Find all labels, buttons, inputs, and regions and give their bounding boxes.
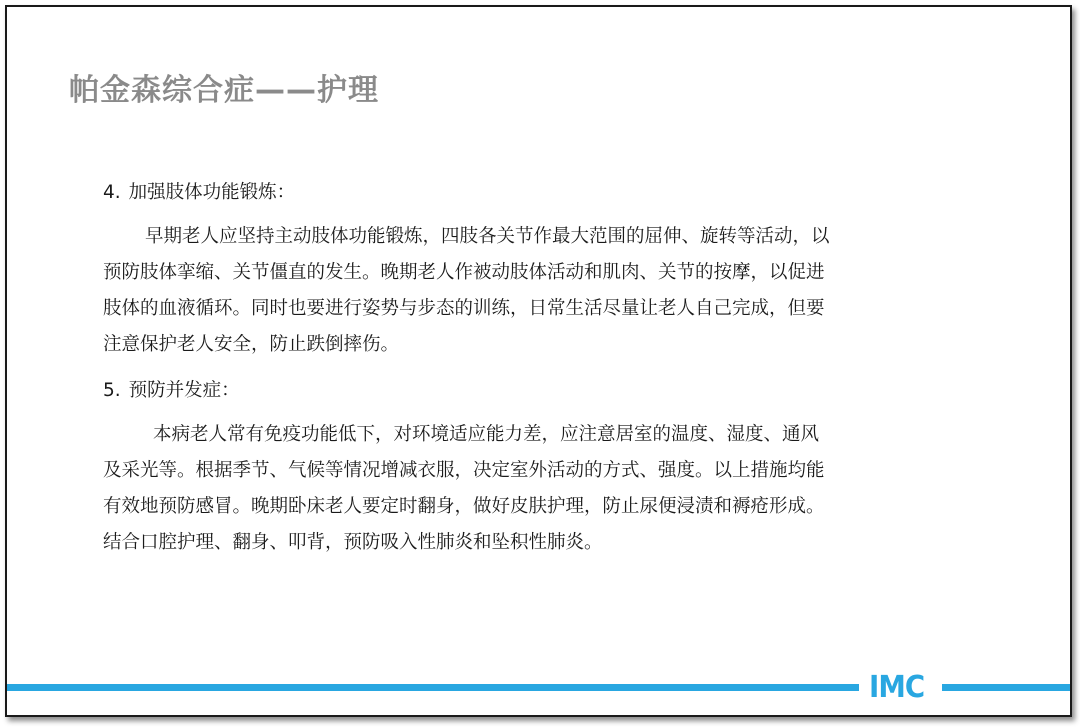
section-4-title: 加强肢体功能锻炼：	[128, 182, 296, 203]
section-5-number: 5.	[103, 380, 121, 401]
slide-frame	[5, 5, 1072, 717]
section-5-line: 本病老人常有免疫功能低下，对环境适应能力差，应注意居室的温度、湿度、通风	[153, 424, 820, 445]
slide-content	[103, 175, 983, 561]
section-5-title: 预防并发症：	[128, 380, 240, 401]
section-5-heading	[103, 373, 983, 409]
section-4-line: 早期老人应坚持主动肢体功能锻炼，四肢各关节作最大范围的屈伸、旋转等活动，以	[145, 226, 830, 247]
section-4-heading	[103, 175, 983, 211]
section-4-line: 肢体的血液循环。同时也要进行姿势与步态的训练，日常生活尽量让老人自己完成，但要	[103, 298, 825, 319]
slide-title: 帕金森综合症——护理	[69, 73, 379, 108]
section-4-line: 注意保护老人安全，防止跌倒摔伤。	[103, 334, 400, 355]
section-5-line: 有效地预防感冒。晚期卧床老人要定时翻身，做好皮肤护理，防止尿便浸渍和褥疮形成。	[103, 496, 825, 517]
footer-bar-right	[942, 684, 1072, 691]
section-4-paragraph	[103, 219, 983, 363]
section-4-line: 预防肢体挛缩、关节僵直的发生。晚期老人作被动肢体活动和肌肉、关节的按摩，以促进	[103, 262, 825, 283]
section-4-number: 4.	[103, 182, 121, 203]
footer-bar-left	[7, 684, 859, 691]
section-5-paragraph	[103, 417, 983, 561]
section-5-line: 及采光等。根据季节、气候等情况增减衣服，决定室外活动的方式、强度。以上措施均能	[103, 460, 825, 481]
section-5-line: 结合口腔护理、翻身、叩背，预防吸入性肺炎和坠积性肺炎。	[103, 532, 603, 553]
imc-logo: IMC	[869, 670, 925, 705]
